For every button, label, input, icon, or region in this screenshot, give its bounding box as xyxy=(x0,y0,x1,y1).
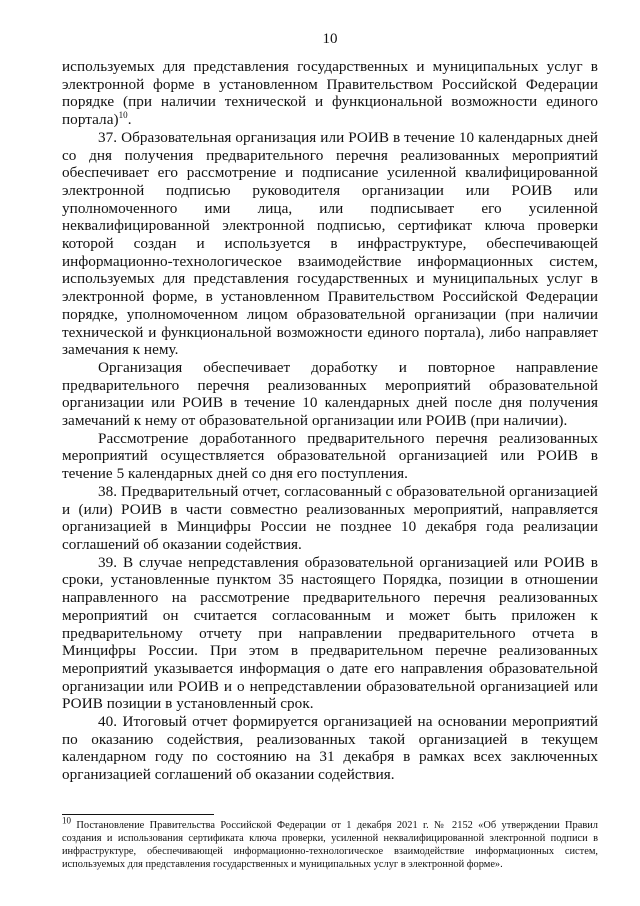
paragraph-continuation xyxy=(62,58,598,129)
paragraph-39: 39. В случае непредставления образовательной организацией или РОИВ в сроки, установленные пунктом 35 настоящего Порядка, позиции в отношении направленного на рассмотрение предварительного перечня реализованных мероприятий он считается согласованным и может быть приложен к предварительному отчету при направлении предварительного отчета в Минцифры России. При этом в предварительном перечне реализованных мероприятий указывается информация о дате его направления образовательной организации или РОИВ и о непредставлении образовательной организацией или РОИВ позиции в установленный срок. xyxy=(62,553,598,713)
paragraph-37-review: Рассмотрение доработанного предварительного перечня реализованных мероприятий осуществляется образовательной организацией или РОИВ в течение 5 календарных дней со дня его поступления. xyxy=(62,429,598,483)
paragraph-tail: . xyxy=(127,111,132,129)
footnote-reference[interactable]: 10 xyxy=(118,110,128,121)
paragraph-37: 37. Образовательная организация или РОИВ в течение 10 календарных дней со дня получения предварительного перечня реализованных мероприятий обеспечивает его рассмотрение и подписание усиленной квалифицированной электронной подписью руководителя организации или РОИВ или уполномоченного ими лица, или подписывает его усиленной неквалифицированной электронной подписью, сертификат ключа проверки которой создан и используется в инфраструктуре, обеспечивающей информационно-технологическое взаимодействие информационных систем, используемых для представления государственных и муниципальных услуг в электронной форме, в установленном Правительством Российской Федерации порядке, уполномоченном лицом образовательной организации (при наличии технической и функциональной возможности единого портала), либо направляет замечания к нему. xyxy=(62,128,598,359)
footnote xyxy=(62,815,598,871)
footnote-divider xyxy=(62,814,214,815)
page-number: 10 xyxy=(322,31,338,47)
footnote-marker: 10 xyxy=(62,815,71,826)
footnote-text: Постановление Правительства Российской Федерации от 1 декабря 2021 г. № 2152 «Об утверждении Правил создания и использования сертификата ключа проверки, усиленной неквалифицированной электронной подписи в инфраструктуре, обеспечивающей информационно-технологическое взаимодействие информационных систем, используемых для представления государственных и муниципальных услуг в электронной форме». xyxy=(62,819,598,870)
paragraph-40: 40. Итоговый отчет формируется организацией на основании мероприятий по оказанию содействия, реализованных такой организацией в текущем календарном году по состоянию на 31 декабря в рамках всех заключенных организацией соглашений об оказании содействия. xyxy=(62,713,598,784)
paragraph-37-revision: Организация обеспечивает доработку и повторное направление предварительного перечня реализованных мероприятий образовательной организации или РОИВ в течение 10 календарных дней после дня получения замечаний к нему от образовательной организации или РОИВ (при наличии). xyxy=(62,358,598,430)
paragraph-text: используемых для представления государственных и муниципальных услуг в электронной форме в установленном Правительством Российской Федерации порядке (при наличии технической и функциональной возможности единого портала) xyxy=(62,58,598,129)
paragraph-38: 38. Предварительный отчет, согласованный с образовательной организацией и (или) РОИВ в части совместно реализованных мероприятий, направляется организацией в Минцифры России не позднее 10 декабря года реализации соглашений об оказании содействия. xyxy=(62,482,598,553)
